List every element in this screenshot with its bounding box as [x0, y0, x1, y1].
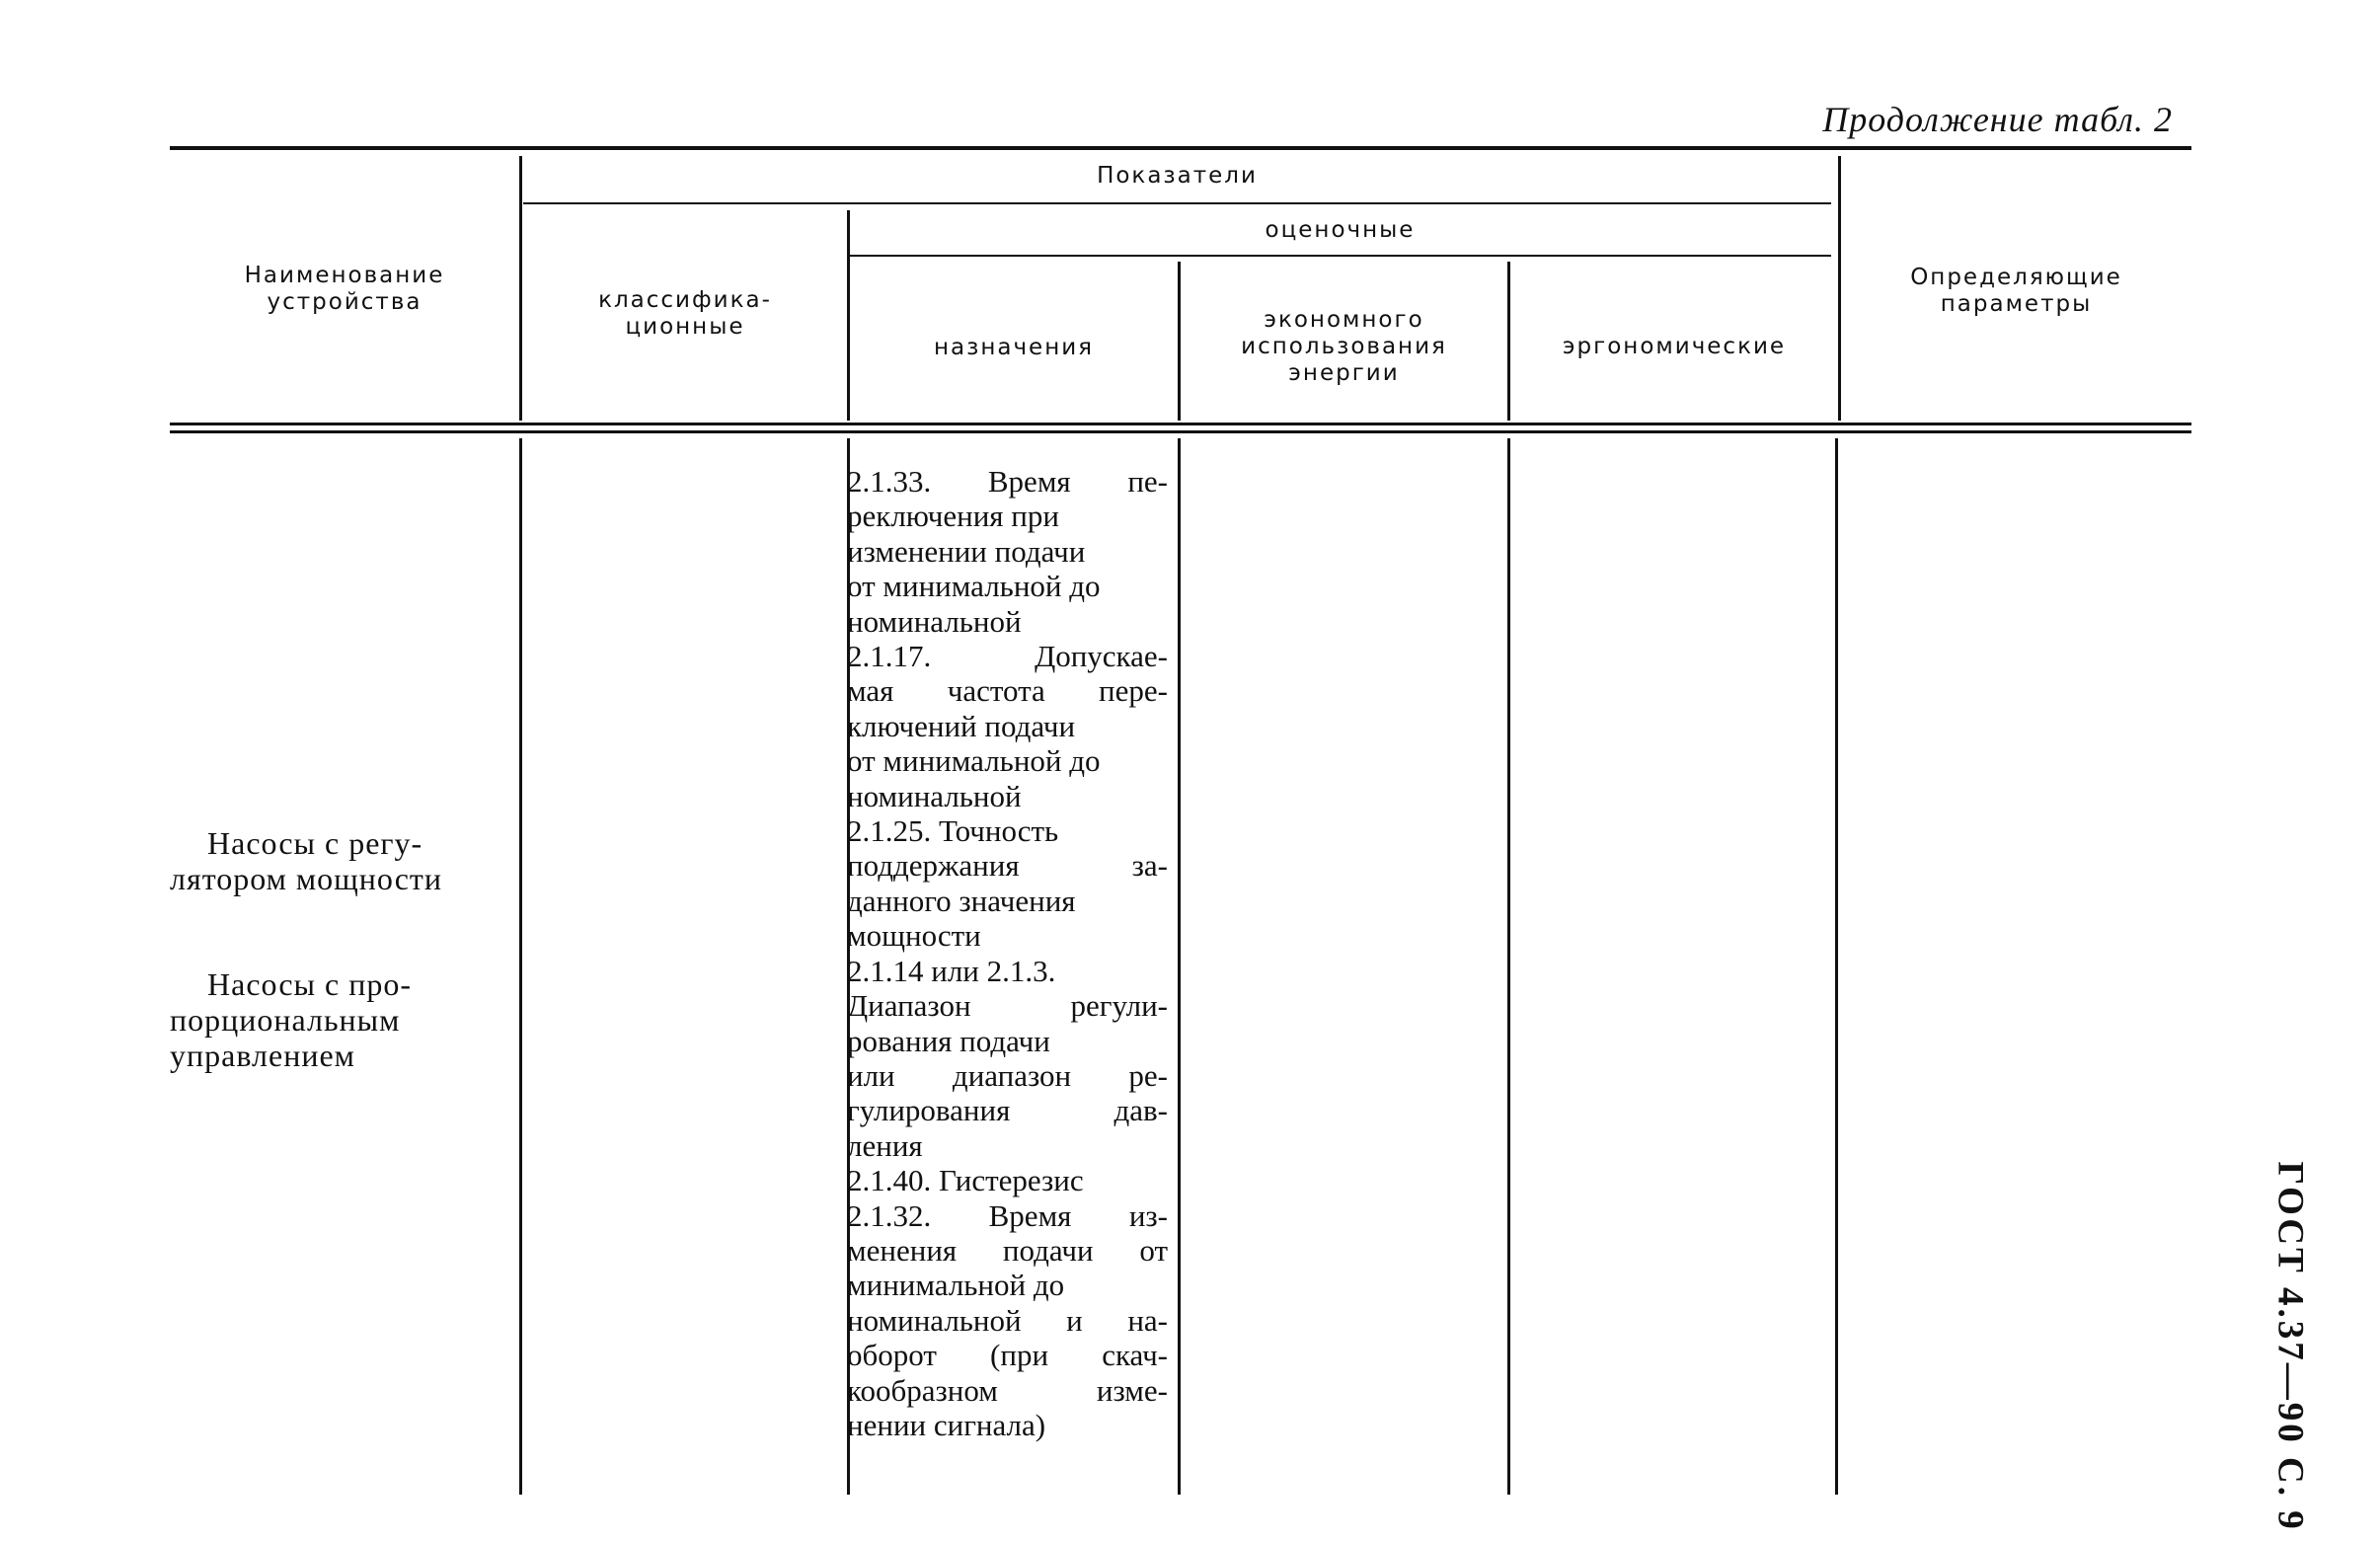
purpose-line: кообразном изме- — [847, 1372, 1168, 1408]
header-defining-parameters: Определяющие параметры — [1910, 265, 2122, 317]
purpose-line: от минимальной до — [847, 743, 1101, 779]
header-indicators: Показатели — [1097, 163, 1258, 189]
purpose-line: гулирования дав- — [847, 1093, 1168, 1128]
purpose-line: 2.1.32. Время из- — [847, 1197, 1168, 1233]
col-divider-5-body — [1835, 438, 1838, 1495]
purpose-line: поддержания за- — [847, 848, 1168, 884]
purpose-line: ключений подачи — [847, 708, 1076, 743]
device-proportional-control-pumps: Насосы с про- порциональным управлением — [170, 966, 412, 1073]
header-bottom-rule-2 — [170, 430, 2191, 433]
purpose-line: от минимальной до — [847, 569, 1101, 604]
purpose-line: номинальной — [847, 778, 1022, 813]
purpose-line: ления — [847, 1127, 923, 1163]
document-code: ГОСТ 4.37—90 С. 9 — [2269, 1161, 2311, 1532]
purpose-line: рования подачи — [847, 1023, 1050, 1058]
table-continuation-caption: Продолжение табл. 2 — [1822, 100, 2173, 139]
purpose-line: 2.1.33. Время пе- — [847, 464, 1168, 499]
purpose-line: 2.1.17. Допускае- — [847, 639, 1168, 674]
device-power-regulator-pumps: Насосы с регу- лятором мощности — [170, 825, 443, 896]
col-divider-1-header — [519, 156, 522, 421]
purpose-line: мая частота пере- — [847, 673, 1168, 709]
purpose-line: минимальной до — [847, 1268, 1065, 1303]
header-classification: классифика- ционные — [598, 287, 772, 340]
purpose-indicators-list — [847, 464, 1168, 1442]
table-top-rule — [170, 146, 2191, 150]
purpose-line: 2.1.14 или 2.1.3. — [847, 953, 1056, 988]
purpose-line: изменении подачи — [847, 533, 1086, 569]
header-device-name: Наименование устройства — [244, 263, 445, 315]
purpose-line: нении сигнала) — [847, 1407, 1046, 1442]
purpose-line: данного значения — [847, 883, 1076, 918]
header-energy-economy: экономного использования энергии — [1241, 307, 1447, 386]
purpose-line: оборот (при скач- — [847, 1338, 1168, 1373]
header-bottom-rule-1 — [170, 423, 2191, 425]
purpose-line: 2.1.40. Гистерезис — [847, 1163, 1084, 1198]
purpose-line: реключения при — [847, 499, 1059, 534]
header-purpose: назначения — [933, 335, 1095, 360]
col-divider-3-body — [1178, 438, 1181, 1495]
indicators-rule — [523, 202, 1831, 204]
purpose-line: 2.1.25. Точность — [847, 813, 1059, 849]
purpose-line: или диапазон ре- — [847, 1057, 1168, 1093]
col-divider-4-body — [1507, 438, 1510, 1495]
evaluative-rule — [849, 255, 1831, 257]
purpose-line: номинальной — [847, 603, 1022, 639]
header-evaluative: оценочные — [1265, 217, 1416, 243]
header-ergonomic: эргономические — [1562, 334, 1787, 359]
purpose-line: Диапазон регули- — [847, 988, 1168, 1024]
purpose-line: менения подачи от — [847, 1232, 1168, 1268]
purpose-line: мощности — [847, 918, 981, 954]
purpose-line: номинальной и на- — [847, 1302, 1168, 1338]
col-divider-1-body — [519, 438, 522, 1495]
